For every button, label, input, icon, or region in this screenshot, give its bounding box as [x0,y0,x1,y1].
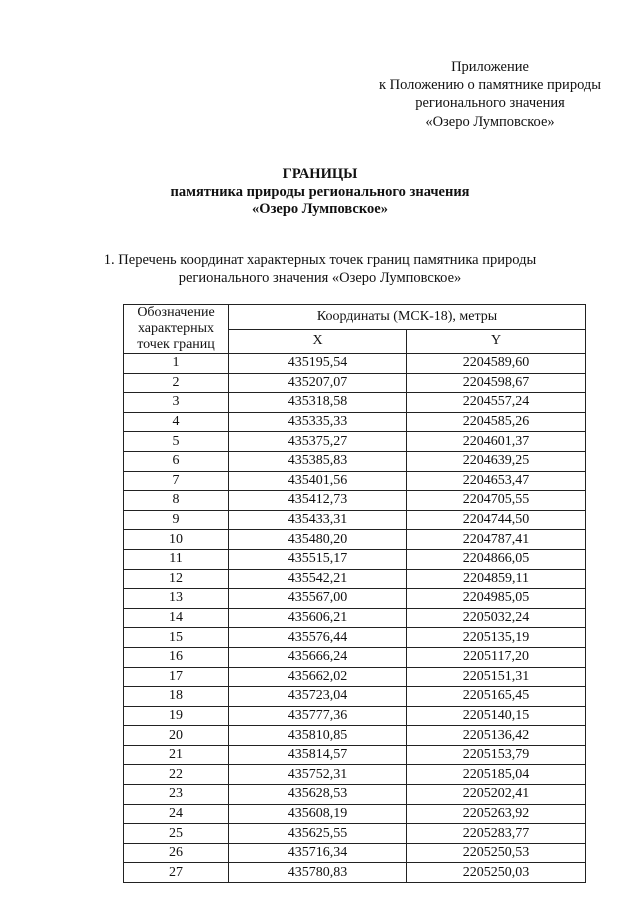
x-coordinate-cell: 435814,57 [229,745,407,765]
y-coordinate-cell: 2204985,05 [407,589,586,609]
x-coordinate-cell: 435628,53 [229,785,407,805]
table-row [124,647,586,667]
y-coordinate-cell: 2205032,24 [407,608,586,628]
table-row [124,745,586,765]
point-number-cell: 7 [124,471,229,491]
table-body [124,354,586,883]
x-coordinate-cell: 435542,21 [229,569,407,589]
table-row [124,354,586,374]
point-number-cell: 15 [124,628,229,648]
point-number-cell: 20 [124,726,229,746]
table-row [124,530,586,550]
x-coordinate-cell: 435567,00 [229,589,407,609]
y-coordinate-cell: 2204601,37 [407,432,586,452]
x-column-header: X [229,329,407,354]
y-coordinate-cell: 2205151,31 [407,667,586,687]
appendix-line: Приложение [451,59,529,75]
table-row [124,765,586,785]
x-coordinate-cell: 435335,33 [229,412,407,432]
point-number-cell: 9 [124,510,229,530]
table-row [124,824,586,844]
table-row [124,393,586,413]
x-coordinate-cell: 435716,34 [229,843,407,863]
table-row [124,863,586,883]
y-coordinate-cell: 2205185,04 [407,765,586,785]
document-title [0,166,640,219]
table-row [124,569,586,589]
point-number-cell: 2 [124,373,229,393]
x-coordinate-cell: 435207,07 [229,373,407,393]
table-row [124,471,586,491]
table-row [124,373,586,393]
y-coordinate-cell: 2204639,25 [407,451,586,471]
section-line: 1. Перечень координат характерных точек границ памятника природы [103,252,537,268]
point-number-cell: 10 [124,530,229,550]
y-coordinate-cell: 2205165,45 [407,687,586,707]
y-coordinate-cell: 2204585,26 [407,412,586,432]
x-coordinate-cell: 435666,24 [229,647,407,667]
point-number-cell: 26 [124,843,229,863]
point-number-cell: 24 [124,804,229,824]
x-coordinate-cell: 435777,36 [229,706,407,726]
y-coordinate-cell: 2205153,79 [407,745,586,765]
table-row [124,628,586,648]
point-number-cell: 18 [124,687,229,707]
point-number-cell: 25 [124,824,229,844]
point-number-cell: 1 [124,354,229,374]
point-number-cell: 8 [124,491,229,511]
point-number-cell: 27 [124,863,229,883]
x-coordinate-cell: 435606,21 [229,608,407,628]
x-coordinate-cell: 435318,58 [229,393,407,413]
table-header-row [124,305,586,330]
point-number-cell: 21 [124,745,229,765]
y-coordinate-cell: 2204859,11 [407,569,586,589]
title-line: ГРАНИЦЫ [282,166,358,182]
y-coordinate-cell: 2205250,53 [407,843,586,863]
appendix-line: регионального значения [415,95,565,112]
table-row [124,726,586,746]
point-column-header [124,305,229,354]
y-coordinate-cell: 2204589,60 [407,354,586,374]
y-column-header: Y [407,329,586,354]
table-row [124,608,586,628]
table-row [124,432,586,452]
x-coordinate-cell: 435480,20 [229,530,407,550]
table-row [124,412,586,432]
x-coordinate-cell: 435810,85 [229,726,407,746]
table-row [124,491,586,511]
section-heading [0,251,640,287]
table-row [124,510,586,530]
point-number-cell: 11 [124,549,229,569]
y-coordinate-cell: 2204744,50 [407,510,586,530]
point-number-cell: 3 [124,393,229,413]
y-coordinate-cell: 2204705,55 [407,491,586,511]
y-coordinate-cell: 2205263,92 [407,804,586,824]
x-coordinate-cell: 435433,31 [229,510,407,530]
x-coordinate-cell: 435412,73 [229,491,407,511]
table-row [124,549,586,569]
title-line: «Озеро Лумповское» [252,201,388,217]
table-row [124,667,586,687]
x-coordinate-cell: 435385,83 [229,451,407,471]
point-number-cell: 12 [124,569,229,589]
x-coordinate-cell: 435608,19 [229,804,407,824]
point-number-cell: 14 [124,608,229,628]
x-coordinate-cell: 435195,54 [229,354,407,374]
table-row [124,804,586,824]
x-coordinate-cell: 435625,55 [229,824,407,844]
y-coordinate-cell: 2205140,15 [407,706,586,726]
table-row [124,687,586,707]
title-line: памятника природы регионального значения [170,183,470,200]
appendix-line: к Положению о памятнике природы [378,77,602,94]
point-header-line: точек границ [137,337,215,352]
y-coordinate-cell: 2205136,42 [407,726,586,746]
table-row [124,451,586,471]
x-coordinate-cell: 435662,02 [229,667,407,687]
y-coordinate-cell: 2205117,20 [407,647,586,667]
point-number-cell: 13 [124,589,229,609]
y-coordinate-cell: 2205250,03 [407,863,586,883]
point-number-cell: 19 [124,706,229,726]
point-number-cell: 6 [124,451,229,471]
y-coordinate-cell: 2205135,19 [407,628,586,648]
section-line: регионального значения «Озеро Лумповское» [178,270,462,286]
y-coordinate-cell: 2205283,77 [407,824,586,844]
point-number-cell: 23 [124,785,229,805]
table-row [124,785,586,805]
x-coordinate-cell: 435375,27 [229,432,407,452]
point-header-line: характерных [137,321,215,336]
x-coordinate-cell: 435752,31 [229,765,407,785]
y-coordinate-cell: 2205202,41 [407,785,586,805]
coordinates-header: Координаты (МСК-18), метры [229,305,586,330]
y-coordinate-cell: 2204557,24 [407,393,586,413]
point-number-cell: 22 [124,765,229,785]
point-number-cell: 5 [124,432,229,452]
x-coordinate-cell: 435780,83 [229,863,407,883]
x-coordinate-cell: 435576,44 [229,628,407,648]
table-row [124,843,586,863]
coordinates-table [123,304,586,883]
x-coordinate-cell: 435401,56 [229,471,407,491]
point-number-cell: 16 [124,647,229,667]
y-coordinate-cell: 2204653,47 [407,471,586,491]
y-coordinate-cell: 2204787,41 [407,530,586,550]
table-row [124,706,586,726]
point-header-line: Обозначение [137,305,215,320]
appendix-note [345,58,635,131]
x-coordinate-cell: 435515,17 [229,549,407,569]
y-coordinate-cell: 2204866,05 [407,549,586,569]
y-coordinate-cell: 2204598,67 [407,373,586,393]
point-number-cell: 17 [124,667,229,687]
x-coordinate-cell: 435723,04 [229,687,407,707]
table-row [124,589,586,609]
point-number-cell: 4 [124,412,229,432]
appendix-line: «Озеро Лумповское» [425,113,555,130]
